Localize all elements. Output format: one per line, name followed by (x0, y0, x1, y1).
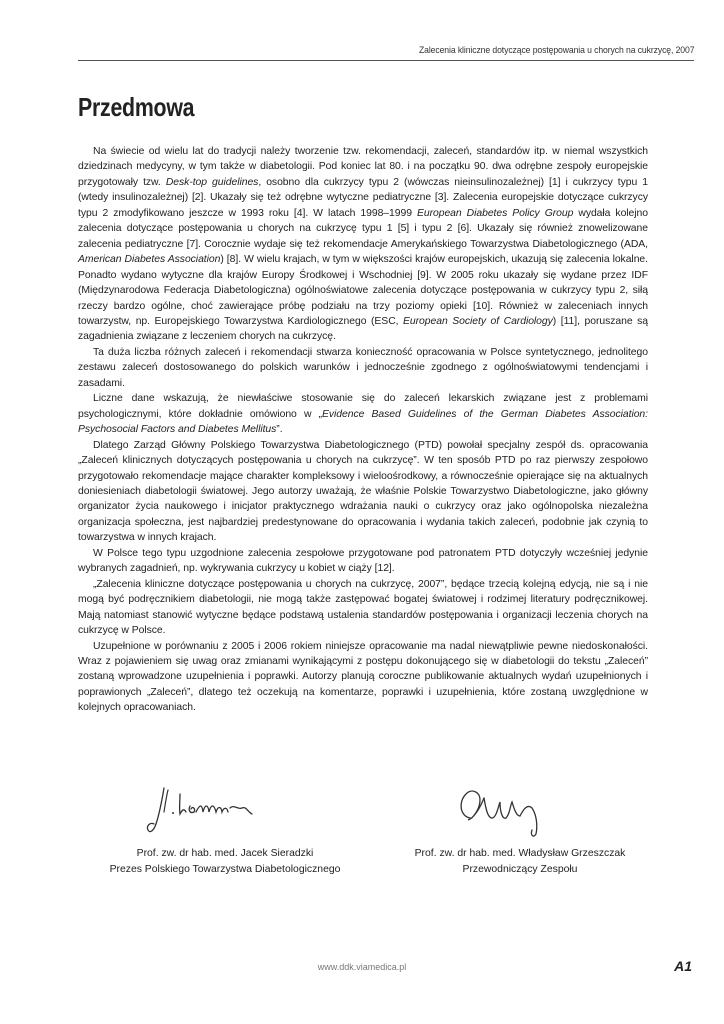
signature-caption-right (400, 846, 640, 877)
text-run: Uzupełnione w porównaniu z 2005 i 2006 rokiem niniejsze opracowanie ma nadal niewątpliwie pewne niedoskonałości. Wraz z pojawieniem się uwag oraz zmianami wynikającymi z postępu dokonującego się w diabetologii do tekstu „Zaleceń” zostaną wprowadzone uzupełnienia i poprawki. Autorzy planują coroczne publikowanie aktualnych wydań uzupełnionych i poprawionych „Zaleceń”, dlatego też oczekują na komentarze, poprawki i uzupełnienia, które zostaną uwzględnione w kolejnych opracowaniach. (78, 640, 648, 714)
text-run: ”. (276, 424, 283, 436)
italic-text-run: European Diabetes Policy Group (416, 207, 574, 219)
text-run: wydała kolejno zalecenia dotyczące postępowania u chorych na cukrzycę typu 1 [5] i typu 2 [6]. Ukazały się również znowelizowane zalecenia pediatryczne [7]. Corocznie wydaje się też rekomendacje Amerykańskiego Towarzystwa Diabetologicznego (ADA, (78, 207, 648, 250)
page-title: Przedmowa (78, 92, 195, 122)
text-run: Ta duża liczba różnych zaleceń i rekomendacji stwarza konieczność opracowania w Polsce syntetycznego, jednolitego zestawu zaleceń dostosowanego do polskich warunków i jednocześnie zgodnego z ogólnoświatowymi tendencjami i zasadami. (78, 346, 648, 389)
signature-left (140, 778, 290, 840)
signatory-name: Prof. zw. dr hab. med. Jacek Sieradzki (136, 848, 314, 859)
text-run: , osobno dla cukrzycy typu 2 (wówczas nieinsulinozależnej) [1] i cukrzycy typu 1 (wtedy insulinozależnej) [2]. Ukazały się też odrębne wytyczne pediatryczne [3]. Zalecenia europejskie dotyczące cukrzycy typu 2 zmodyfikowano jeszcze w 1993 roku [4]. W latach 1998–1999 (78, 176, 648, 219)
page-number: A1 (674, 958, 692, 974)
running-header: Zalecenia kliniczne dotyczące postępowania u chorych na cukrzycę, 2007 (418, 44, 694, 55)
header-rule (78, 60, 694, 61)
text-run: Liczne dane wskazują, że niewłaściwe stosowanie się do zaleceń lekarskich związane jest z problemami psychologicznymi, które dokładnie omówiono w „ (78, 393, 648, 420)
italic-text-run: Desk-top guidelines (165, 176, 259, 188)
handwritten-signature-image (140, 778, 290, 840)
signatory-role: Przewodniczący Zespołu (462, 863, 578, 875)
signatory-name: Prof. zw. dr hab. med. Władysław Grzeszczak (414, 848, 626, 859)
text-run: Dlatego Zarząd Główny Polskiego Towarzystwa Diabetologicznego (PTD) powołał specjalny zespół ds. opracowania „Zaleceń klinicznych dotyczących postępowania u chorych na cukrzycę”. W ten sposób PTD po raz pierwszy zespołowo przygotowało rekomendacje mające charakter kompleksowy i wieloośrodkowy, a równocześnie opierające się na aktualnych doniesieniach diabetologii światowej. Jego autorzy uważają, że właśnie Polskie Towarzystwo Diabetologiczne, jako główny organizator życia naukowego i inicjator praktycznego wdrażania nauki o cukrzycy oraz jako ogólnopolska niezależna organizacja społeczna, jest najbardziej predestynowane do opracowania i wydania takich zaleceń, podobnie jak czynią to towarzystwa w innych krajach. (78, 439, 648, 544)
paragraph (78, 144, 648, 345)
text-run: „Zalecenia kliniczne dotyczące postępowania u chorych na cukrzycę, 2007”, będące trzecią kolejną edycją, nie są i nie mogą być podręcznikiem diabetologii, nie mogą także zastępować bogatej światowej i rodzimej literatury podręcznikowej. Mają natomiast stanowić wytyczne będące podstawą ustalenia standardów postępowania i organizacji leczenia chorych na cukrzycę w Polsce. (78, 578, 648, 637)
footer-url[interactable]: www.ddk.viamedica.pl (317, 962, 407, 972)
paragraph (78, 438, 648, 546)
paragraph (78, 391, 648, 437)
paragraph (78, 546, 648, 577)
signature-caption-left (80, 846, 370, 877)
text-run: Na świecie od wielu lat do tradycji należy tworzenie tzw. rekomendacji, zaleceń, standardów itp. w niemal wszystkich dziedzinach medycyny, w tym także w diabetologii. Pod koniec lat 80. i na początku 90. dwa odrębne zespoły europejskie przygotowały tzw. (78, 146, 648, 188)
signatory-role: Prezes Polskiego Towarzystwa Diabetologicznego (109, 863, 341, 875)
italic-text-run: American Diabetes Association (78, 254, 221, 266)
italic-text-run: Evidence Based Guidelines of the German Diabetes Association: Psychosocial Factors and Diabetes Mellitus (78, 408, 648, 436)
text-run: ) [8]. W wielu krajach, w tym w większości krajów europejskich, ukazują się zalecenia lokalne. Ponadto wydano wytyczne dla krajów Europy Środkowej i Wschodniej [9]. W 2005 roku ukazały się wydane przez IDF (Międzynarodowa Federacja Diabetologiczna) ogólnoświatowe zalecenia dotyczące postępowania w cukrzycy typu 2, siłą rzeczy bardzo ogólne, choć zawierające próbę podziału na trzy poziomy opieki [10]. Również w zaleceniach innych towarzystw, np. Europejskiego Towarzystwa Kardiologicznego (ESC, (78, 254, 648, 327)
text-run: ) [11], poruszane są zagadnienia związane z leczeniem chorych na cukrzycę. (78, 315, 648, 343)
paragraph (78, 345, 648, 391)
italic-text-run: European Society of Cardiology (403, 315, 553, 327)
text-run: W Polsce tego typu uzgodnione zalecenia zespołowe przygotowane pod patronatem PTD dotyczyły wcześniej jedynie wybranych zagadnień, np. wykrywania cukrzycy u kobiet w ciąży [12]. (78, 547, 648, 575)
paragraph (78, 577, 648, 639)
body-text (78, 144, 648, 716)
paragraph (78, 639, 648, 716)
signature-right (450, 778, 590, 840)
handwritten-signature-image (450, 778, 590, 840)
